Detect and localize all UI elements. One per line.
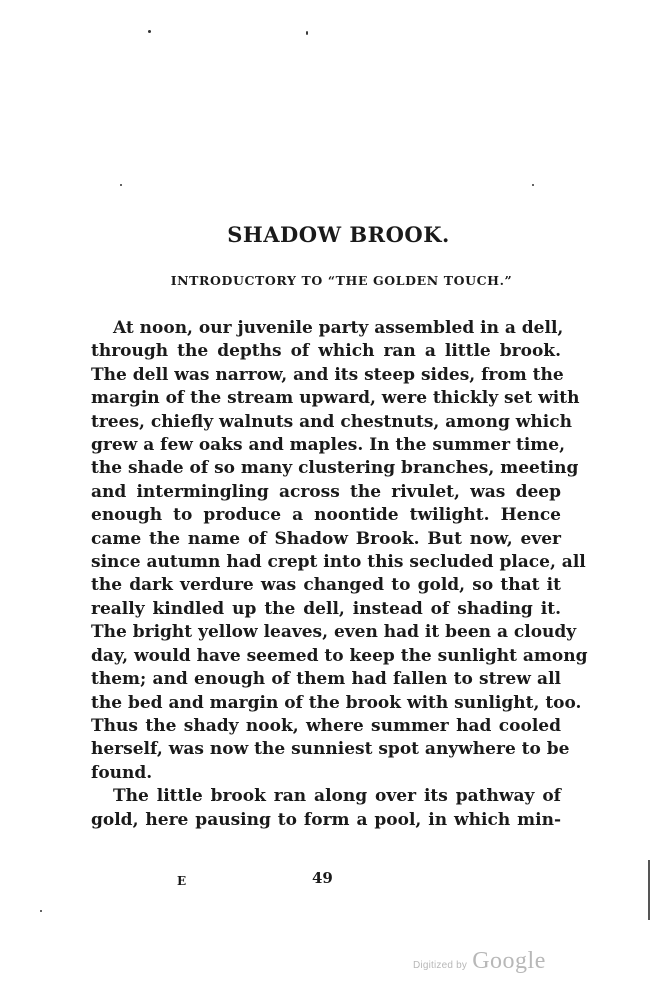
chapter-subtitle: INTRODUCTORY TO “THE GOLDEN TOUCH.”	[170, 273, 513, 288]
chapter-title: SHADOW BROOK.	[227, 222, 450, 247]
signature-mark: E	[177, 874, 187, 888]
text-line: really kindled up the dell, instead of shading it.	[91, 598, 561, 619]
text-line: found.	[91, 762, 153, 783]
text-line: day, would have seemed to keep the sunlight among	[91, 645, 588, 666]
scan-speck	[532, 184, 534, 186]
text-line: them; and enough of them had fallen to strew all	[91, 669, 561, 690]
watermark-prefix: Digitized by	[413, 960, 468, 971]
text-line: At noon, our juvenile party assembled in a dell,	[113, 318, 564, 338]
text-line: The little brook ran along over its pathway of	[113, 786, 561, 807]
text-line: margin of the stream upward, were thickly set with	[91, 388, 580, 409]
text-line: The dell was narrow, and its steep sides, from the	[91, 364, 564, 385]
text-line: grew a few oaks and maples. In the summer time,	[91, 435, 566, 456]
text-line: the shade of so many clustering branches, meeting	[91, 458, 579, 479]
text-line: The bright yellow leaves, even had it been a cloudy	[91, 622, 577, 643]
text-line: and intermingling across the rivulet, was deep	[91, 481, 561, 502]
watermark-brand: Google	[472, 948, 546, 974]
text-line: enough to produce a noontide twilight. Hence	[91, 505, 561, 526]
text-line: since autumn had crept into this secluded place, all	[91, 552, 586, 573]
text-line: herself, was now the sunniest spot anywhere to be	[91, 739, 570, 760]
text-line: trees, chiefly walnuts and chestnuts, among which	[91, 411, 572, 432]
text-line: the bed and margin of the brook with sunlight, too.	[91, 692, 582, 713]
scan-speck	[148, 30, 151, 33]
text-line: Thus the shady nook, where summer had cooled	[91, 715, 561, 736]
text-line: gold, here pausing to form a pool, in which min-	[91, 809, 561, 830]
text-line: came the name of Shadow Brook. But now, ever	[91, 528, 561, 549]
scan-speck	[306, 31, 308, 35]
page-number: 49	[312, 869, 333, 887]
body-text	[91, 317, 588, 832]
digitized-watermark	[413, 948, 546, 975]
text-line: the dark verdure was changed to gold, so that it	[91, 575, 561, 596]
scan-edge-mark	[648, 860, 650, 920]
scan-speck	[40, 910, 42, 912]
scan-speck	[120, 184, 122, 186]
text-line: through the depths of which ran a little brook.	[91, 341, 561, 362]
